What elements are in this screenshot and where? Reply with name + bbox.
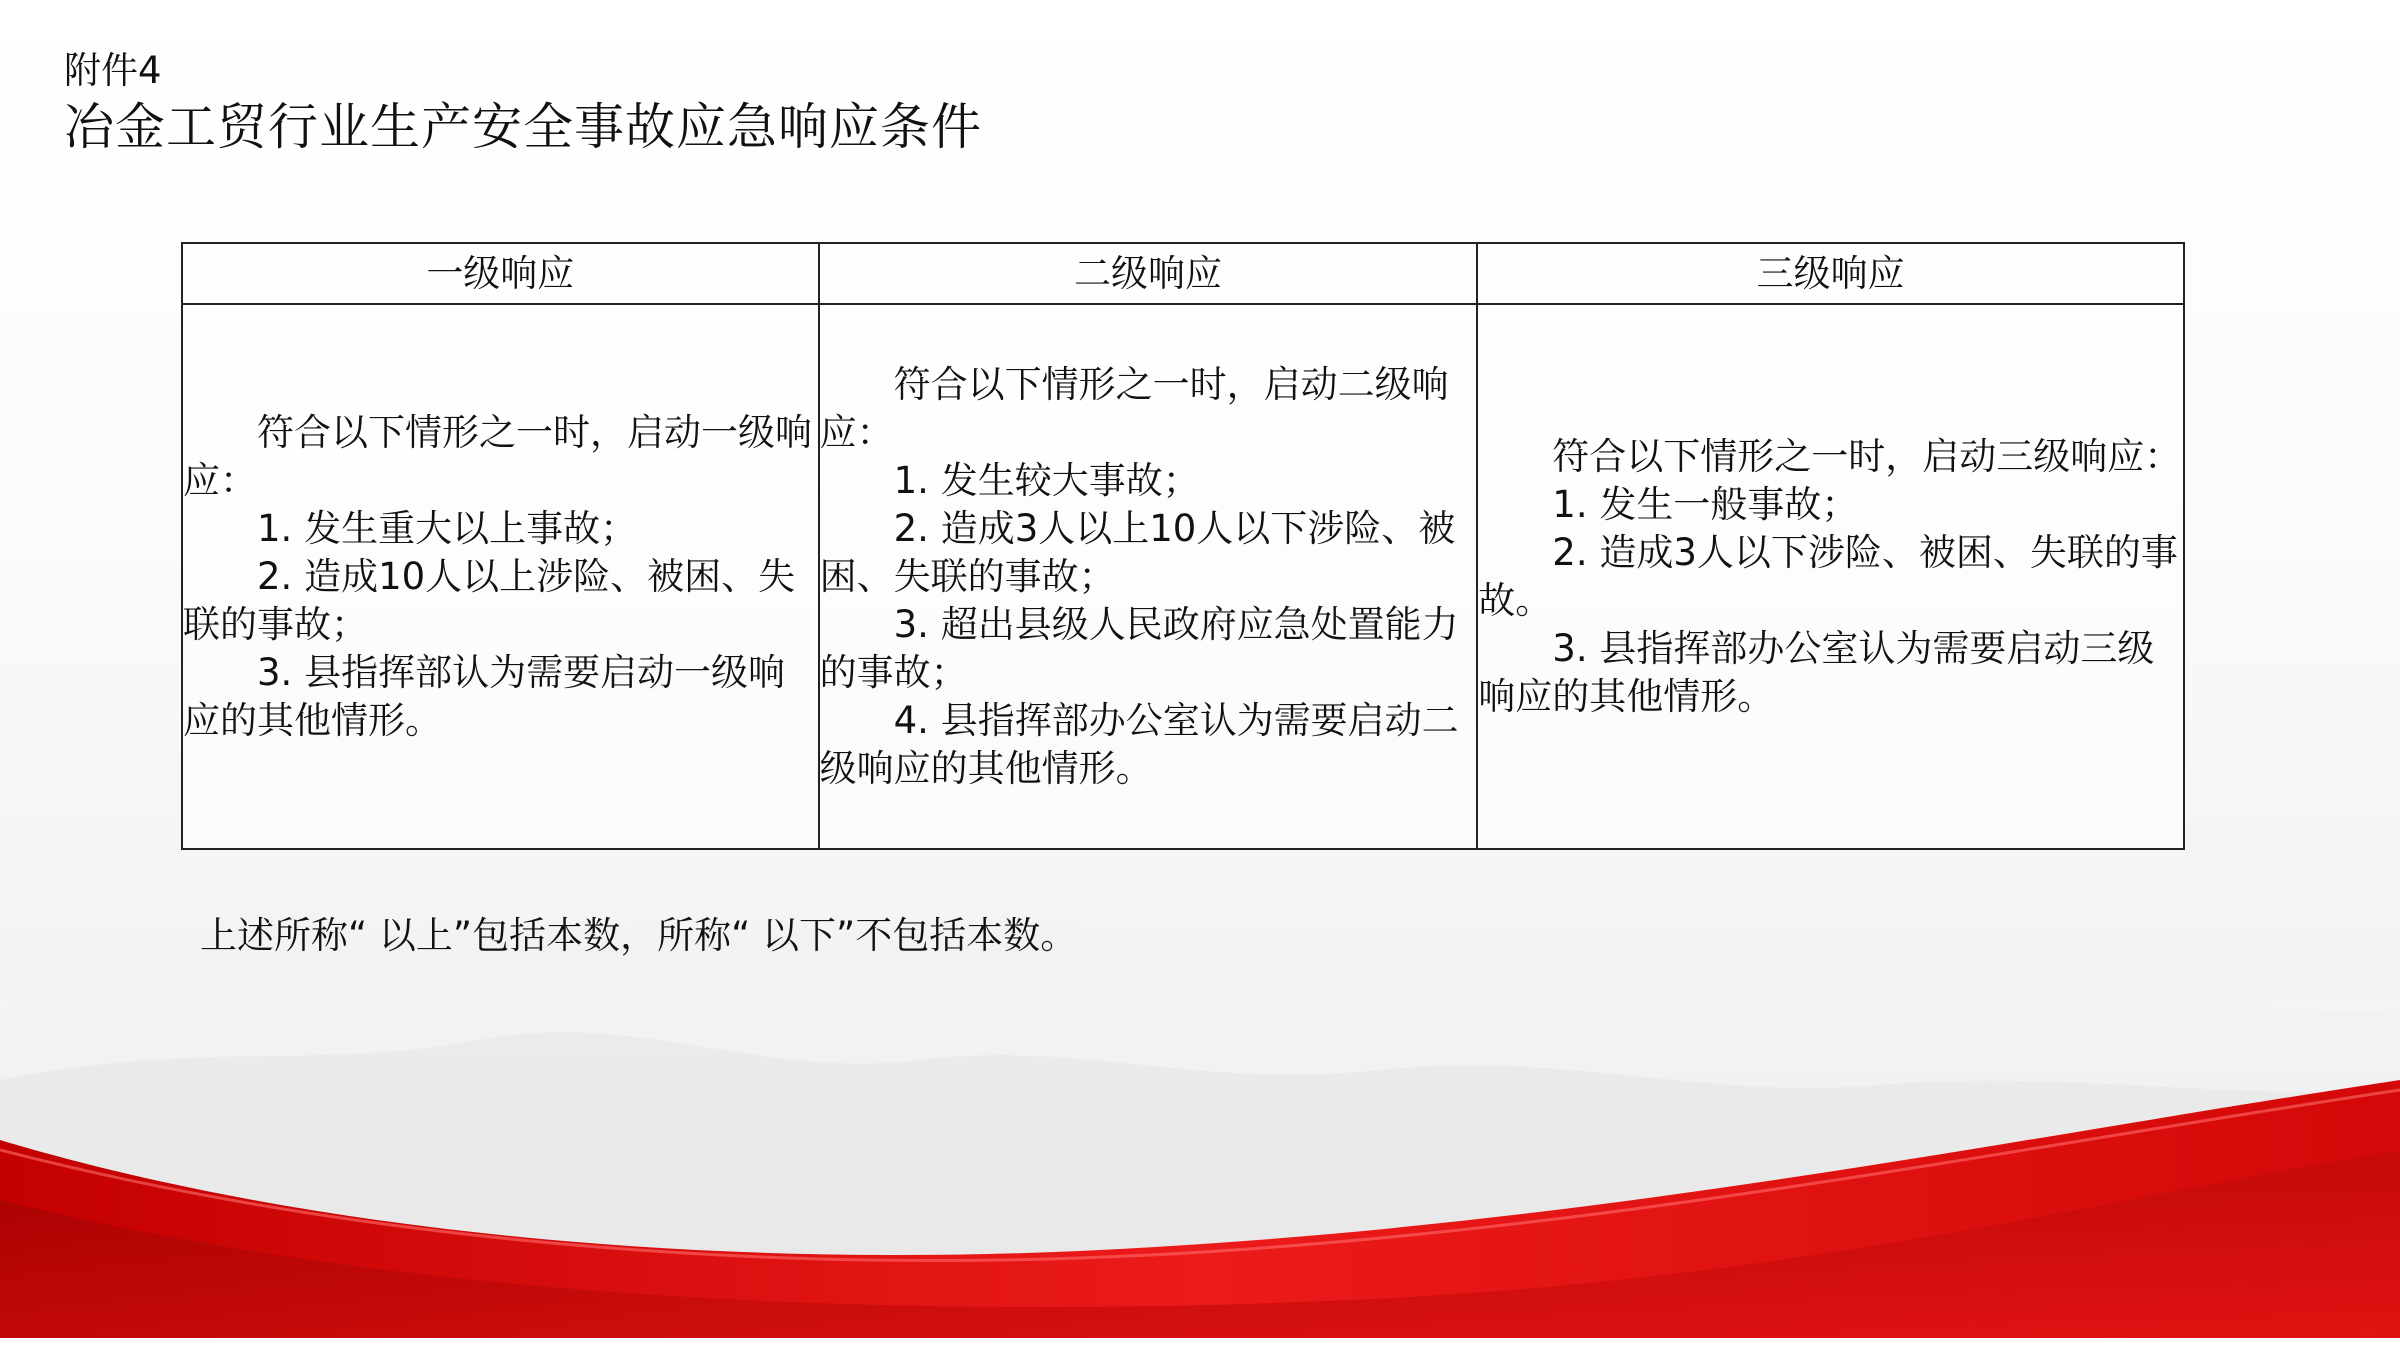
condition-item: 3. 县指挥部办公室认为需要启动三级响应的其他情形。 [1478,626,2155,718]
condition-item: 1. 发生重大以上事故； [257,506,638,550]
header-level-2: 二级响应 [819,243,1478,304]
bottom-strip [0,1338,2400,1350]
footnote: 上述所称“ 以上”包括本数，所称“ 以下”不包括本数。 [200,914,1078,957]
condition-intro: 符合以下情形之一时，启动三级响应： [1552,434,2182,478]
condition-item: 3. 县指挥部认为需要启动一级响应的其他情形。 [183,650,786,742]
attachment-label: 附件4 [64,49,162,92]
response-conditions-table [181,242,2185,850]
table-header-row [182,243,2184,304]
condition-item: 1. 发生较大事故； [893,458,1200,502]
level-2-conditions [819,304,1478,849]
condition-item: 2. 造成10人以上涉险、被困、失联的事故； [183,554,796,646]
condition-intro: 符合以下情形之一时，启动二级响应： [819,362,1449,454]
page-title: 冶金工贸行业生产安全事故应急响应条件 [64,98,982,156]
level-1-conditions [182,304,819,849]
condition-item: 4. 县指挥部办公室认为需要启动二级响应的其他情形。 [819,698,1459,790]
table-row [182,304,2184,849]
header-level-3: 三级响应 [1477,243,2184,304]
level-3-conditions [1477,304,2184,849]
condition-item: 3. 超出县级人民政府应急处置能力的事故； [819,602,1459,694]
condition-intro: 符合以下情形之一时，启动一级响应： [183,410,812,502]
condition-item: 2. 造成3人以上10人以下涉险、被困、失联的事故； [819,506,1456,598]
header-level-1: 一级响应 [182,243,819,304]
condition-item: 1. 发生一般事故； [1552,482,1859,526]
condition-item: 2. 造成3人以下涉险、被困、失联的事故。 [1478,530,2178,622]
